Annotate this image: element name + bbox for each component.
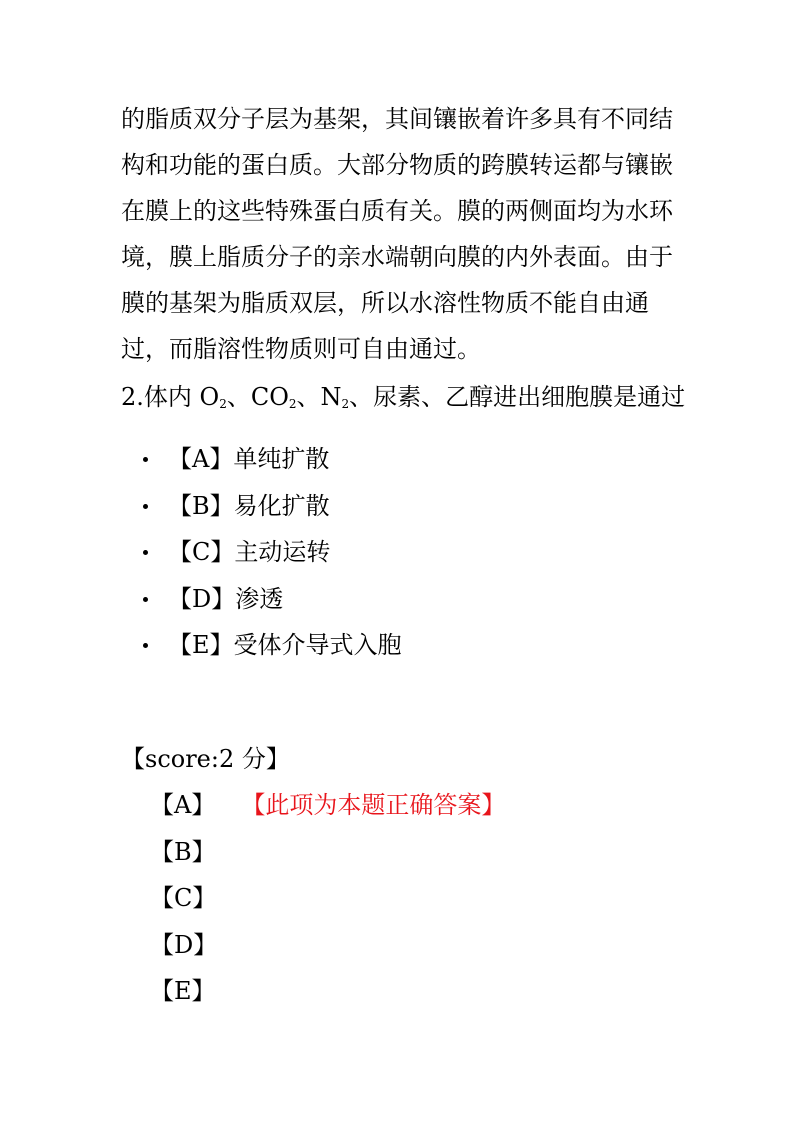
paragraph-line: 构和功能的蛋白质。大部分物质的跨膜转运都与镶嵌 — [121, 151, 673, 179]
paragraph-line: 过，而脂溶性物质则可自由通过。 — [121, 335, 481, 363]
option-label: 【A】单纯扩散 — [168, 445, 330, 473]
option-label: 【C】主动运转 — [168, 538, 331, 566]
answer-label: 【A】 — [150, 791, 216, 819]
bullet-icon — [143, 457, 148, 462]
option-item-a[interactable] — [140, 436, 402, 483]
bullet-icon — [143, 597, 148, 602]
question-sep: 、N — [296, 383, 342, 411]
bullet-icon — [143, 504, 148, 509]
bullet-icon — [143, 643, 148, 648]
paragraph-line: 膜的基架为脂质双层，所以水溶性物质不能自由通 — [121, 289, 649, 317]
option-item-e[interactable] — [140, 622, 402, 669]
answer-row-e — [150, 968, 505, 1015]
option-item-d[interactable] — [140, 576, 402, 623]
question-prefix: 2.体内 O — [121, 383, 220, 411]
subscript: 2 — [219, 397, 227, 411]
subscript: 2 — [341, 397, 350, 411]
answer-row-b — [150, 829, 505, 876]
option-label: 【B】易化扩散 — [168, 491, 330, 520]
answer-label: 【C】 — [150, 884, 217, 912]
explanation-paragraph — [121, 96, 681, 372]
answer-label: 【D】 — [150, 930, 218, 959]
score-label: 【score:2 分】 — [121, 745, 290, 773]
answer-row-d — [150, 922, 505, 969]
option-list — [140, 436, 402, 669]
paragraph-line: 在膜上的这些特殊蛋白质有关。膜的两侧面均为水环 — [121, 197, 673, 225]
subscript: 2 — [288, 397, 297, 411]
answer-label: 【B】 — [150, 837, 216, 866]
question-suffix: 、尿素、乙醇进出细胞膜是通过 — [349, 383, 686, 411]
correct-answer-mark: 【此项为本题正确答案】 — [253, 791, 506, 819]
answer-row-c — [150, 875, 505, 922]
answer-row-a — [150, 782, 505, 829]
paragraph-line: 的脂质双分子层为基架，其间镶嵌着许多具有不同结 — [121, 105, 673, 133]
answer-list — [150, 782, 505, 1015]
option-label: 【D】渗透 — [168, 584, 284, 613]
question-sep: 、CO — [226, 383, 289, 411]
answer-label: 【E】 — [150, 977, 216, 1005]
question-text — [121, 374, 685, 420]
option-item-b[interactable] — [140, 483, 402, 530]
paragraph-line: 境，膜上脂质分子的亲水端朝向膜的内外表面。由于 — [121, 243, 673, 271]
bullet-icon — [143, 550, 148, 555]
option-item-c[interactable] — [140, 529, 402, 576]
option-label: 【E】受体介导式入胞 — [168, 631, 402, 659]
